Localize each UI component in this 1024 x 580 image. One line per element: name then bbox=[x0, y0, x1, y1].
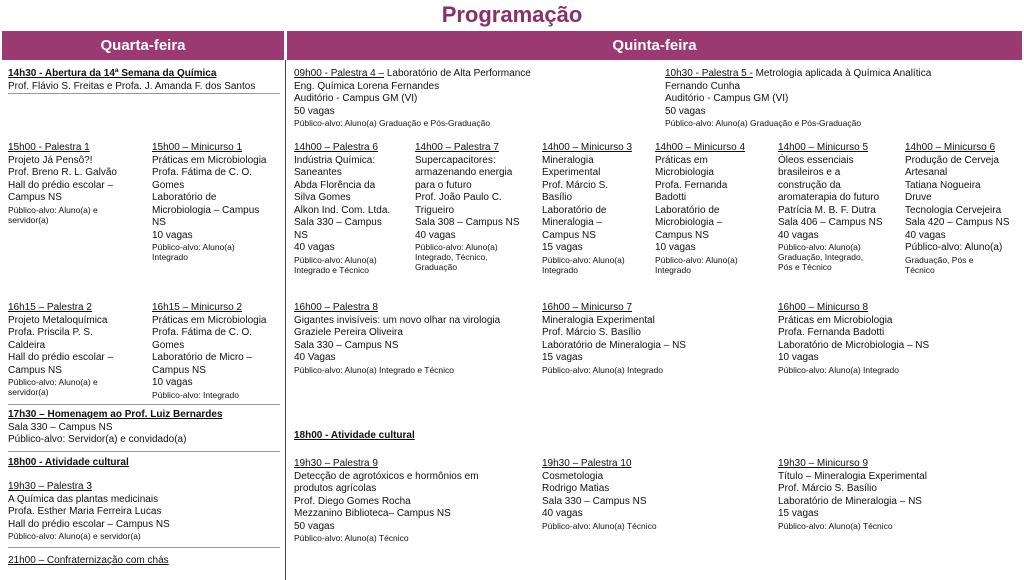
event-detail: Produção de Cerveja bbox=[905, 154, 999, 166]
event-heading: 16h15 – Minicurso 2 bbox=[152, 302, 243, 313]
event-audience: Público-alvo: Aluno(a) Graduação e Pós-Graduação bbox=[665, 118, 862, 128]
event-audience: Graduação, Integrado, bbox=[778, 252, 864, 262]
event-heading: 16h00 – Palestra 8 bbox=[294, 302, 378, 313]
event-detail: Sala 308 – Campus NS bbox=[415, 217, 520, 228]
event-detail: Tatiana Nogueira bbox=[905, 179, 981, 191]
event-detail: Basílio bbox=[542, 192, 573, 203]
event-detail: Práticas em Microbiologia bbox=[152, 154, 267, 166]
event-heading: 16h00 – Minicurso 7 bbox=[542, 302, 633, 313]
event-detail: Projeto Já Pensô?! bbox=[8, 154, 93, 166]
event-palestra-4 bbox=[294, 68, 531, 128]
event-detail: Título – Mineralogia Experimental bbox=[778, 470, 927, 482]
event-detail: 15 vagas bbox=[778, 508, 819, 519]
event-detail: Mineralogia – bbox=[542, 217, 603, 228]
event-palestra-2 bbox=[8, 302, 113, 397]
divider bbox=[8, 404, 280, 405]
event-atividade-cultural-thu bbox=[294, 430, 415, 443]
event-detail: Campus NS bbox=[8, 364, 62, 376]
event-detail: Práticas em Microbiologia bbox=[152, 314, 267, 326]
event-detail: Auditório - Campus GM (VI) bbox=[665, 93, 789, 104]
event-palestra-8 bbox=[294, 302, 500, 375]
event-detail: Laboratório de bbox=[542, 204, 607, 216]
event-detail: Silva Gomes bbox=[294, 192, 351, 203]
event-detail: Rodrigo Matias bbox=[542, 483, 610, 494]
event-detail: Laboratório de Mineralogia – NS bbox=[778, 495, 922, 507]
event-detail: Gomes bbox=[152, 339, 185, 351]
event-palestra-9 bbox=[294, 458, 479, 543]
event-detail: Sala 330 – Campus NS bbox=[8, 421, 113, 433]
event-detail: Microbiologia bbox=[655, 167, 714, 178]
event-audience: Graduação bbox=[415, 262, 458, 272]
event-detail: Sala 330 – Campus NS bbox=[542, 495, 647, 507]
event-detail: Campus NS bbox=[152, 364, 206, 376]
event-audience: Público-alvo: Aluno(a) bbox=[778, 242, 861, 252]
event-detail: 10 vagas bbox=[152, 377, 193, 388]
event-audience: Público-alvo: Aluno(a) bbox=[152, 242, 235, 252]
event-detail: para o futuro bbox=[415, 179, 472, 191]
event-detail: Profa. Fátima de C. O. bbox=[152, 167, 253, 178]
event-detail: Campus NS bbox=[8, 192, 62, 203]
event-detail: Abda Florência da bbox=[294, 179, 376, 191]
event-detail: Óleos essenciais bbox=[778, 154, 854, 166]
event-detail: Fernando Cunha bbox=[665, 80, 741, 92]
event-minicurso-4 bbox=[655, 142, 745, 275]
event-audience: Integrado bbox=[655, 264, 691, 275]
event-detail: 10 vagas bbox=[655, 242, 696, 253]
event-detail: NS bbox=[294, 229, 308, 241]
event-audience: Público-alvo: Aluno(a) Técnico bbox=[542, 520, 657, 531]
event-detail: Experimental bbox=[542, 167, 601, 178]
event-detail: construção da bbox=[778, 179, 841, 191]
event-detail: Campus NS bbox=[542, 229, 596, 241]
event-audience: Público-alvo: Aluno(a) Integrado bbox=[542, 364, 663, 375]
event-heading: 18h00 - Atividade cultural bbox=[8, 457, 129, 468]
event-palestra-5 bbox=[665, 68, 931, 128]
event-detail: Mezzanino Biblioteca– Campus NS bbox=[294, 508, 451, 519]
event-audience: Público-alvo: Aluno(a) e bbox=[8, 204, 98, 215]
event-detail: Supercapacitores: bbox=[415, 154, 496, 166]
divider bbox=[8, 451, 280, 452]
event-audience: Integrado, Técnico, bbox=[415, 252, 488, 262]
column-divider bbox=[285, 60, 286, 580]
event-detail: Auditório - Campus GM (VI) bbox=[294, 93, 418, 104]
event-detail: Cosmetologia bbox=[542, 470, 604, 482]
event-heading: 10h30 - Palestra 5 - bbox=[665, 68, 753, 79]
event-heading: 17h30 – Homenagem ao Prof. Luiz Bernardes bbox=[8, 409, 223, 420]
event-detail: Saneantes bbox=[294, 167, 342, 178]
event-audience: servidor(a) bbox=[8, 387, 49, 397]
event-detail: 40 vagas bbox=[415, 229, 456, 241]
event-detail: 50 vagas bbox=[294, 520, 335, 532]
divider bbox=[8, 547, 280, 548]
event-detail: produtos agrícolas bbox=[294, 483, 377, 494]
event-confraternizacao bbox=[8, 555, 169, 568]
event-heading: 16h00 – Minicurso 8 bbox=[778, 302, 869, 313]
event-minicurso-1 bbox=[152, 142, 267, 262]
event-audience: Integrado bbox=[152, 252, 188, 262]
event-minicurso-3 bbox=[542, 142, 632, 275]
event-detail: 50 vagas bbox=[665, 105, 706, 117]
event-detail: NS bbox=[152, 217, 166, 228]
event-abertura bbox=[8, 68, 255, 93]
event-detail: Prof. Breno R. L. Galvão bbox=[8, 167, 117, 178]
event-heading: 14h00 – Minicurso 4 bbox=[655, 142, 746, 153]
event-detail: Patrícia M. B. F. Dutra bbox=[778, 204, 876, 216]
event-detail: Prof. Márcio S. bbox=[542, 179, 609, 191]
event-detail: 15 vagas bbox=[542, 352, 583, 363]
event-detail: Prof. João Paulo C. bbox=[415, 192, 502, 203]
event-detail: Público-alvo: Aluno(a) bbox=[905, 242, 1003, 253]
event-detail: Sala 420 – Campus NS bbox=[905, 217, 1010, 228]
event-detail: 10 vagas bbox=[778, 352, 819, 363]
event-detail: Prof. Márcio S. Basílio bbox=[542, 327, 641, 338]
event-palestra-6 bbox=[294, 142, 390, 275]
event-detail: 40 vagas bbox=[905, 229, 946, 241]
event-heading: 19h30 – Palestra 10 bbox=[542, 458, 632, 469]
event-audience: Graduação, Pós e bbox=[905, 254, 974, 265]
event-detail: Sala 406 – Campus NS bbox=[778, 217, 883, 228]
event-audience: servidor(a) bbox=[8, 214, 49, 225]
event-detail: Prof. Diego Gomes Rocha bbox=[294, 495, 411, 507]
event-palestra-7 bbox=[415, 142, 520, 272]
event-detail: Mineralogia bbox=[542, 154, 594, 166]
event-heading: 15h00 – Minicurso 1 bbox=[152, 142, 243, 153]
event-heading: 09h00 - Palestra 4 – bbox=[294, 68, 385, 79]
event-detail: aromaterapia do futuro bbox=[778, 192, 880, 203]
event-heading: 14h00 – Minicurso 5 bbox=[778, 142, 869, 153]
event-detail: 40 vagas bbox=[542, 508, 583, 519]
event-detail: Sala 330 – Campus NS bbox=[294, 339, 399, 351]
event-minicurso-7 bbox=[542, 302, 686, 375]
event-detail: Hall do prédio escolar – bbox=[8, 352, 114, 363]
event-homenagem bbox=[8, 409, 223, 447]
event-detail: Mineralogia Experimental bbox=[542, 314, 655, 326]
event-detail: Campus NS bbox=[655, 229, 709, 241]
event-detail: Caldeira bbox=[8, 339, 46, 351]
event-minicurso-5 bbox=[778, 142, 883, 272]
event-audience: Público-alvo: Aluno(a) bbox=[294, 254, 377, 265]
event-detail: Laboratório de Microbiologia – NS bbox=[778, 339, 930, 351]
event-audience: Público-alvo: Aluno(a) e servidor(a) bbox=[8, 531, 141, 541]
event-heading: 19h30 – Minicurso 9 bbox=[778, 458, 869, 469]
event-detail: Microbiologia – bbox=[655, 217, 723, 228]
event-audience: Público-alvo: Integrado bbox=[152, 389, 239, 400]
event-audience: Público-alvo: Aluno(a) Técnico bbox=[778, 520, 893, 531]
event-detail: 40 vagas bbox=[294, 242, 335, 253]
event-detail: Práticas em Microbiologia bbox=[778, 314, 893, 326]
event-detail: Projeto Metaloquímica bbox=[8, 314, 108, 326]
event-detail: A Química das plantas medicinais bbox=[8, 493, 159, 505]
header-thursday: Quinta-feira bbox=[287, 31, 1022, 60]
event-audience: Público-alvo: Aluno(a) bbox=[542, 254, 625, 265]
event-audience: Pós e Técnico bbox=[778, 262, 832, 272]
event-audience: Público-alvo: Aluno(a) Integrado e Técnico bbox=[294, 364, 455, 375]
event-heading: 21h00 – Confraternização com chás bbox=[8, 555, 169, 566]
event-detail: Laboratório de Micro – bbox=[152, 352, 253, 363]
event-palestra-1 bbox=[8, 142, 117, 225]
event-minicurso-9 bbox=[778, 458, 927, 531]
event-detail: Eng. Química Lorena Fernandes bbox=[294, 80, 440, 92]
event-palestra-10 bbox=[542, 458, 657, 531]
event-detail: 50 vagas bbox=[294, 105, 335, 117]
event-heading: 14h30 - Abertura da 14ª Semana da Química bbox=[8, 68, 217, 79]
event-heading: 14h00 – Minicurso 3 bbox=[542, 142, 633, 153]
event-detail: Profa. Esther Maria Ferreira Lucas bbox=[8, 506, 162, 517]
event-detail: Prof. Márcio S. Basílio bbox=[778, 483, 877, 494]
event-detail: Laboratório de bbox=[152, 192, 217, 203]
event-detail: armazenando energia bbox=[415, 167, 513, 178]
event-heading: 15h00 - Palestra 1 bbox=[8, 142, 90, 153]
event-detail: Gomes bbox=[152, 179, 185, 191]
event-detail: Badotti bbox=[655, 192, 687, 203]
event-minicurso-2 bbox=[152, 302, 267, 400]
page-title: Programação bbox=[441, 2, 583, 27]
event-detail: Druve bbox=[905, 192, 932, 203]
event-atividade-cultural bbox=[8, 457, 129, 470]
event-heading: 14h00 – Palestra 7 bbox=[415, 142, 499, 153]
event-detail: Profa. Priscila P. S. bbox=[8, 327, 93, 338]
event-title: Metrologia aplicada à Química Analítica bbox=[752, 68, 932, 79]
event-audience: Integrado e Técnico bbox=[294, 264, 369, 275]
event-detail: Público-alvo: Servidor(a) e convidado(a) bbox=[8, 434, 187, 445]
event-detail: Laboratório de Mineralogia – NS bbox=[542, 339, 686, 351]
event-palestra-3 bbox=[8, 481, 170, 541]
divider bbox=[8, 93, 280, 94]
event-heading: 19h30 – Palestra 9 bbox=[294, 458, 378, 469]
event-audience: Público-alvo: Aluno(a) e bbox=[8, 377, 98, 387]
event-audience: Integrado bbox=[542, 264, 578, 275]
event-detail: Alkon Ind. Com. Ltda. bbox=[294, 204, 391, 216]
event-heading: 14h00 – Palestra 6 bbox=[294, 142, 378, 153]
event-audience: Público-alvo: Aluno(a) Integrado bbox=[778, 364, 899, 375]
event-audience: Público-alvo: Aluno(a) Técnico bbox=[294, 533, 409, 543]
event-audience: Público-alvo: Aluno(a) bbox=[655, 254, 738, 265]
event-minicurso-6 bbox=[905, 142, 1010, 275]
event-heading: 18h00 - Atividade cultural bbox=[294, 430, 415, 441]
event-heading: 14h00 – Minicurso 6 bbox=[905, 142, 996, 153]
event-detail: Hall do prédio escolar – Campus NS bbox=[8, 518, 170, 530]
event-audience: Público-alvo: Aluno(a) bbox=[415, 242, 498, 252]
event-detail: Tecnologia Cervejeira bbox=[905, 204, 1002, 216]
event-detail: 40 vagas bbox=[778, 229, 819, 241]
event-detail: Práticas em bbox=[655, 154, 708, 166]
event-heading: 19h30 – Palestra 3 bbox=[8, 481, 92, 492]
event-detail: Microbiologia – Campus bbox=[152, 204, 260, 216]
event-detail: Trigueiro bbox=[415, 204, 455, 216]
event-detail: 15 vagas bbox=[542, 242, 583, 253]
event-detail: Profa. Fernanda Badotti bbox=[778, 327, 885, 338]
event-detail: Profa. Fátima de C. O. bbox=[152, 327, 253, 338]
event-detail: Hall do prédio escolar – bbox=[8, 179, 114, 191]
event-heading: 16h15 – Palestra 2 bbox=[8, 302, 92, 313]
event-detail: Graziele Pereira Oliveira bbox=[294, 327, 403, 338]
event-detail: Sala 330 – Campus bbox=[294, 217, 382, 228]
event-detail: Artesanal bbox=[905, 167, 948, 178]
event-detail: Gigantes invisíveis: um novo olhar na virologia bbox=[294, 314, 501, 326]
header-wednesday: Quarta-feira bbox=[2, 31, 284, 60]
event-audience: Público-alvo: Aluno(a) Graduação e Pós-Graduação bbox=[294, 118, 491, 128]
event-detail: brasileiros e a bbox=[778, 167, 841, 178]
event-detail: 40 Vagas bbox=[294, 352, 336, 363]
event-audience: Técnico bbox=[905, 264, 935, 275]
event-detail: Profa. Fernanda bbox=[655, 179, 728, 191]
event-detail: Laboratório de bbox=[655, 204, 720, 216]
event-minicurso-8 bbox=[778, 302, 929, 375]
event-detail: 10 vagas bbox=[152, 229, 193, 241]
event-detail: Indústria Química: bbox=[294, 154, 376, 166]
event-detail: Detecção de agrotóxicos e hormônios em bbox=[294, 470, 479, 482]
event-title: Laboratório de Alta Performance bbox=[384, 68, 531, 79]
event-detail: Prof. Flávio S. Freitas e Profa. J. Amanda F. dos Santos bbox=[8, 80, 256, 92]
